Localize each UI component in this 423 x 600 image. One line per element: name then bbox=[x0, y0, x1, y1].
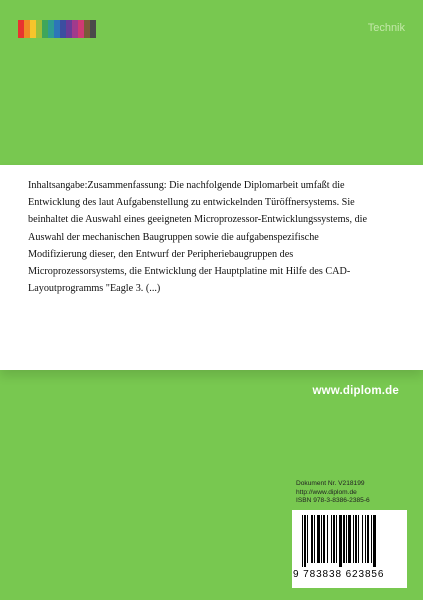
cover-top-green-block bbox=[0, 0, 423, 165]
barcode-bar bbox=[317, 515, 320, 563]
barcode-bar bbox=[346, 515, 347, 563]
barcode-bar bbox=[336, 515, 337, 563]
barcode-bar bbox=[348, 515, 351, 563]
barcode-block bbox=[292, 480, 407, 590]
barcode-bar bbox=[358, 515, 359, 563]
barcode-bar bbox=[373, 515, 376, 567]
barcode-bar bbox=[314, 515, 315, 563]
publisher-website: www.diplom.de bbox=[312, 385, 399, 397]
barcode-bar bbox=[365, 515, 366, 563]
category-label: Technik bbox=[367, 22, 405, 34]
barcode-bar bbox=[343, 515, 345, 563]
barcode-bar bbox=[321, 515, 322, 563]
publisher-url: http://www.diplom.de bbox=[296, 488, 357, 496]
barcode-bar bbox=[333, 515, 335, 563]
document-number: Dokument Nr. V218199 bbox=[296, 480, 365, 487]
barcode-bar bbox=[339, 515, 342, 567]
barcode-bar bbox=[367, 515, 369, 563]
barcode-bar bbox=[355, 515, 357, 563]
barcode-bar bbox=[302, 515, 303, 567]
barcode-number: 9 783838 623856 bbox=[293, 569, 385, 580]
barcode-bar bbox=[362, 515, 363, 563]
barcode-bar bbox=[371, 515, 372, 563]
color-swatch bbox=[90, 20, 96, 38]
barcode-bar bbox=[327, 515, 328, 563]
abstract-panel bbox=[0, 165, 423, 370]
barcode-bar bbox=[311, 515, 313, 563]
barcode-bar bbox=[323, 515, 325, 563]
barcode-bar bbox=[304, 515, 306, 567]
abstract-text: Inhaltsangabe:Zusammenfassung: Die nachfolgende Diplomarbeit umfaßt die Entwicklung des laut Aufgabenstellung zu entwickelnden Türöffnersystems. Sie beinhaltet die Auswahl eines geeigneten Microprozessor-Entwicklungssystems, die Auswahl der mechanischen Baugruppen sowie die aufgabenspezifische Modifizierung dieser, den Entwurf der Peripheriebaugruppen des Microprozessorsystems, die Entwicklung der Hauptplatine mit Hilfe des CAD-Layoutprogramms "Eagle 3. (...) bbox=[28, 180, 368, 295]
barcode-bar bbox=[353, 515, 354, 563]
cover-bottom-green-block bbox=[0, 370, 423, 600]
color-swatch-strip bbox=[18, 20, 96, 38]
barcode-bar bbox=[307, 515, 308, 563]
barcode bbox=[292, 510, 407, 588]
barcode-bar bbox=[331, 515, 332, 563]
isbn-text: ISBN 978-3-8386-2385-6 bbox=[296, 497, 370, 505]
barcode-bars bbox=[302, 515, 398, 567]
